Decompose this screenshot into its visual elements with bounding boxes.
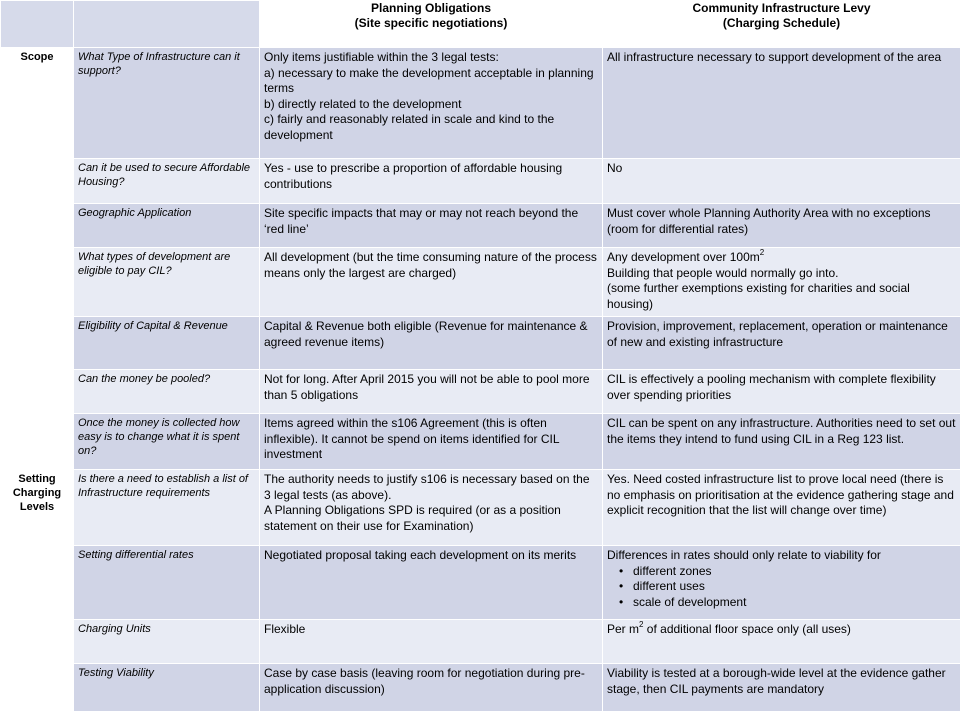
cil-cell: Yes. Need costed infrastructure list to prove local need (there is no emphasis on prioritisation at the evidence gathering stage and explicit recognition that the list will change over time) <box>603 470 960 546</box>
corner-cell <box>1 1 74 48</box>
cil-text-continued: of additional floor space only (all uses) <box>643 622 851 636</box>
cil-text: Differences in rates should only relate to viability for <box>607 548 881 562</box>
po-header-subtitle: (Site specific negotiations) <box>354 16 508 30</box>
question-cell: Eligibility of Capital & Revenue <box>74 317 260 370</box>
po-cell: Case by case basis (leaving room for negotiation during pre-application discussion) <box>260 664 603 712</box>
cil-text-continued: Building that people would normally go into. (some further exemptions existing for charities and social housing) <box>607 265 910 311</box>
table-row <box>1 248 960 317</box>
cil-cell <box>603 620 960 664</box>
cil-cell: Viability is tested at a borough-wide level at the evidence gather stage, then CIL payments are mandatory <box>603 664 960 712</box>
table-row <box>1 414 960 470</box>
bullet-list <box>607 564 956 611</box>
table-row <box>1 317 960 370</box>
question-cell: What types of development are eligible to pay CIL? <box>74 248 260 317</box>
question-cell: Is there a need to establish a list of Infrastructure requirements <box>74 470 260 546</box>
list-item: • scale of development <box>619 595 956 611</box>
table-row <box>1 370 960 414</box>
question-cell: Can the money be pooled? <box>74 370 260 414</box>
cil-header <box>603 1 960 48</box>
cil-cell: No <box>603 159 960 204</box>
question-cell: Once the money is collected how easy is to change what it is spent on? <box>74 414 260 470</box>
po-cell: Negotiated proposal taking each development on its merits <box>260 546 603 620</box>
cil-cell: Must cover whole Planning Authority Area with no exceptions (room for differential rates) <box>603 204 960 248</box>
po-cell: Items agreed within the s106 Agreement (this is often inflexible). It cannot be spend on items identified for CIL investment <box>260 414 603 470</box>
cil-cell <box>603 248 960 317</box>
question-cell: What Type of Infrastructure can it support? <box>74 48 260 159</box>
cil-cell <box>603 546 960 620</box>
cil-text: Per m <box>607 622 640 636</box>
question-cell: Setting differential rates <box>74 546 260 620</box>
cil-text: Any development over 100m <box>607 250 760 264</box>
cil-cell: CIL is effectively a pooling mechanism with complete flexibility over spending priorities <box>603 370 960 414</box>
table-row <box>1 546 960 620</box>
question-cell: Geographic Application <box>74 204 260 248</box>
po-header <box>260 1 603 48</box>
cil-cell: CIL can be spent on any infrastructure. Authorities need to set out the items they intend to fund using CIL in a Reg 123 list. <box>603 414 960 470</box>
cil-cell: Provision, improvement, replacement, operation or maintenance of new and existing infrastructure <box>603 317 960 370</box>
superscript: 2 <box>639 620 644 629</box>
header-row <box>1 1 960 48</box>
table-row <box>1 620 960 664</box>
table-row <box>1 204 960 248</box>
po-cell: Capital & Revenue both eligible (Revenue for maintenance & agreed revenue items) <box>260 317 603 370</box>
question-cell: Charging Units <box>74 620 260 664</box>
section-label-scope: Scope <box>1 48 74 470</box>
cil-cell: All infrastructure necessary to support development of the area <box>603 48 960 159</box>
superscript: 2 <box>759 248 765 257</box>
po-header-title: Planning Obligations <box>371 1 491 15</box>
table-row <box>1 48 960 159</box>
po-cell: Not for long. After April 2015 you will not be able to pool more than 5 obligations <box>260 370 603 414</box>
question-header-cell <box>74 1 260 48</box>
list-item: • different zones <box>619 564 956 580</box>
po-cell: Site specific impacts that may or may not reach beyond the ‘red line’ <box>260 204 603 248</box>
po-cell: Flexible <box>260 620 603 664</box>
table-row <box>1 664 960 712</box>
table-row <box>1 470 960 546</box>
section-label-setting: Setting Charging Levels <box>1 470 74 712</box>
question-cell: Testing Viability <box>74 664 260 712</box>
list-item: • different uses <box>619 579 956 595</box>
po-cell: Yes - use to prescribe a proportion of affordable housing contributions <box>260 159 603 204</box>
po-cell: All development (but the time consuming nature of the process means only the largest are charged) <box>260 248 603 317</box>
question-cell: Can it be used to secure Affordable Housing? <box>74 159 260 204</box>
po-cell: The authority needs to justify s106 is necessary based on the 3 legal tests (as above). A Planning Obligations SPD is required (or as a position statement on their use for Examination) <box>260 470 603 546</box>
po-cell: Only items justifiable within the 3 legal tests: a) necessary to make the development acceptable in planning terms b) directly related to the development c) fairly and reasonably related in scale and kind to the development <box>260 48 603 159</box>
table-row <box>1 159 960 204</box>
cil-header-subtitle: (Charging Schedule) <box>722 16 841 30</box>
cil-header-title: Community Infrastructure Levy <box>692 1 871 15</box>
